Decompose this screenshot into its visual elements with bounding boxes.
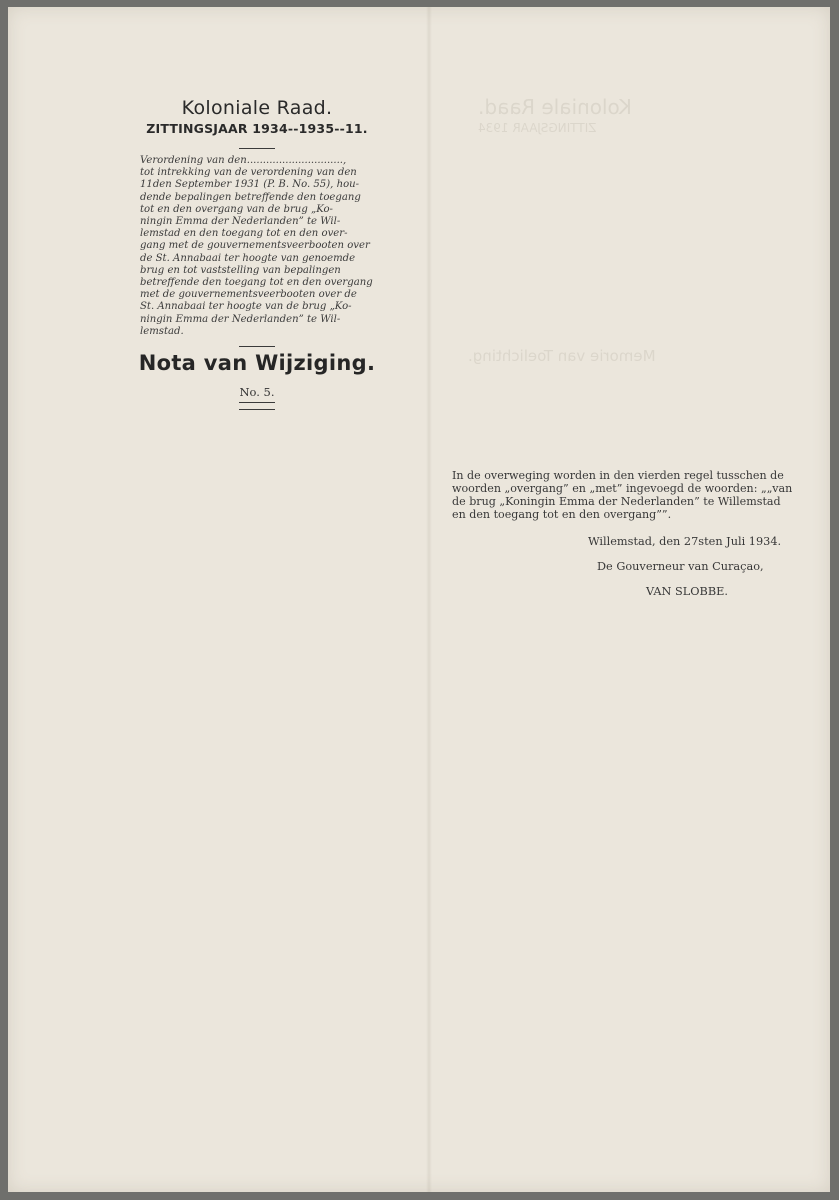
divider [239, 409, 275, 410]
ordinance-description [140, 155, 394, 338]
description-line: ningin Emma der Nederlanden” te Wil- [140, 216, 341, 228]
bleed-through-subtitle: ZITTINGSJAAR 1934 [478, 121, 597, 135]
amendment-line: woorden „overgang” en „met” ingevoegd de woorden: „„van [452, 482, 793, 495]
document-number-text: No. 5. [239, 385, 274, 403]
signatory-name: VAN SLOBBE. [646, 585, 728, 598]
amendment-body [452, 469, 802, 598]
signatory-role: De Gouverneur van Curaçao, [597, 560, 764, 573]
description-line: Verordening van den.............................., [140, 155, 347, 166]
divider [239, 148, 275, 149]
description-line: de St. Annabaai ter hoogte van genoemde [140, 252, 356, 264]
description-line: betreffende den toegang tot en den overgang [140, 277, 373, 289]
description-line: dende bepalingen betreffende den toegang [140, 191, 361, 203]
bleed-through-title: Koloniale Raad. [478, 95, 632, 119]
document-number [130, 385, 384, 403]
description-line: lemstad. [140, 325, 184, 337]
description-line: 11den September 1931 (P. B. No. 55), hou- [140, 179, 360, 191]
description-line: brug en tot vaststelling van bepalingen [140, 264, 341, 276]
divider [239, 346, 275, 347]
place-date: Willemstad, den 27sten Juli 1934. [588, 535, 782, 548]
session-year: ZITTINGSJAAR 1934--1935--11. [146, 121, 368, 136]
description-line: St. Annabaai ter hoogte van de brug „Ko- [140, 301, 352, 313]
amendment-line: en den toegang tot en den overgang””. [452, 508, 672, 521]
description-line: met de gouvernementsveerbooten over de [140, 289, 357, 301]
council-title: Koloniale Raad. [181, 97, 333, 119]
description-line: tot intrekking van de verordening van den [140, 167, 357, 179]
document-page [8, 7, 830, 1192]
page-fold [426, 7, 432, 1192]
amendment-line: de brug „Koningin Emma der Nederlanden” te Willemstad [452, 495, 781, 508]
amendment-paragraph [452, 469, 802, 521]
left-column [130, 91, 384, 410]
amendment-line: In de overweging worden in den vierden regel tusschen de [452, 469, 784, 482]
bleed-through-heading: Memorie van Toelichting. [468, 347, 656, 365]
description-line: lemstad en den toegang tot en den over- [140, 228, 348, 240]
description-line: ningin Emma der Nederlanden” te Wil- [140, 313, 341, 325]
document-type-heading: Nota van Wijziging. [138, 351, 376, 376]
description-line: gang met de gouvernementsveerbooten over [140, 240, 370, 252]
description-line: tot en den overgang van de brug „Ko- [140, 203, 333, 215]
